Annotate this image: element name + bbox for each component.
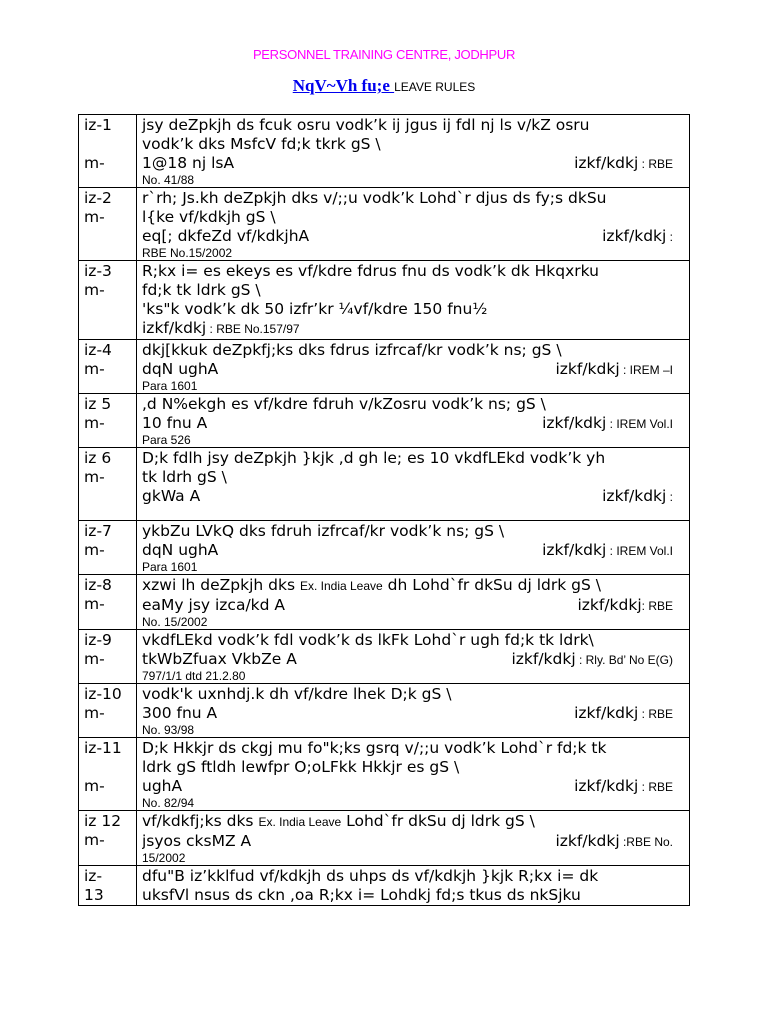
organization-heading: PERSONNEL TRAINING CENTRE, JODHPUR bbox=[252, 47, 516, 62]
source-ref: : IREM Vol.I bbox=[606, 417, 673, 431]
answer-text: dqN ughA bbox=[142, 541, 219, 559]
answer-text: ughA bbox=[142, 777, 183, 795]
source-label: izkf/kdkj bbox=[511, 650, 576, 668]
question-line: tk ldrh gS \ bbox=[142, 468, 227, 486]
question-cell bbox=[137, 521, 690, 575]
question-line: vkdfLEkd vodk’k fdl vodk’k ds lkFk Lohd`r ugh fd;k tk ldrk\ bbox=[142, 631, 594, 649]
answer-line bbox=[142, 227, 685, 247]
question-line bbox=[142, 812, 685, 832]
reference-note: No. 82/94 bbox=[142, 796, 195, 810]
answer-line bbox=[142, 360, 685, 380]
source-ref: : bbox=[666, 490, 673, 504]
answer-marker: m- bbox=[84, 650, 105, 668]
source-label: izkf/kdkj bbox=[142, 319, 207, 337]
answer-marker: m- bbox=[84, 777, 105, 795]
table-row bbox=[79, 394, 690, 448]
question-number-cell bbox=[79, 630, 137, 684]
answer-text: 300 fnu A bbox=[142, 704, 218, 722]
question-number: iz-9 bbox=[84, 631, 112, 649]
question-cell bbox=[137, 188, 690, 261]
answer-line: 'ks"k vodk’k dk 50 izfr’kr ¼vf/kdre 150 fnu½ bbox=[142, 300, 488, 318]
source-ref: : RBE bbox=[638, 157, 673, 171]
source-label: izkf/kdkj bbox=[574, 777, 639, 795]
answer-marker: m- bbox=[84, 414, 105, 432]
question-cell bbox=[137, 394, 690, 448]
source-ref: : RBE No.157/97 bbox=[206, 322, 300, 336]
table-row bbox=[79, 575, 690, 630]
question-line: r`rh; Js.kh deZpkjh dks v/;;u vodk’k Lohd`r djus ds fy;s dkSu bbox=[142, 189, 607, 207]
question-line: ykbZu LVkQ dks fdruh izfrcaf/kr vodk’k ns; gS \ bbox=[142, 522, 505, 540]
source bbox=[542, 414, 685, 434]
reference-note: Para 526 bbox=[142, 433, 191, 447]
question-number-cell bbox=[79, 866, 137, 906]
source-ref: : bbox=[666, 230, 673, 244]
question-number: iz 12 bbox=[84, 812, 122, 830]
question-text: dh Lohd`fr dkSu dj ldrk gS \ bbox=[382, 576, 601, 594]
question-number-cell bbox=[79, 448, 137, 521]
answer-text: 1@18 nj lsA bbox=[142, 154, 235, 172]
source-ref: : Rly. Bd’ No E(G) bbox=[575, 653, 673, 667]
answer-marker: m- bbox=[84, 831, 105, 849]
table-row bbox=[79, 684, 690, 738]
source-ref: : IREM –I bbox=[619, 363, 673, 377]
question-number-cell bbox=[79, 738, 137, 811]
source-label: izkf/kdkj bbox=[542, 414, 607, 432]
question-number: iz-10 bbox=[84, 685, 122, 703]
question-number: iz 5 bbox=[84, 395, 112, 413]
question-number-cell bbox=[79, 811, 137, 866]
source bbox=[142, 319, 685, 339]
question-line: dfu"B iz’kklfud vf/kdkjh ds uhps ds vf/kdkjh }kjk R;kx i= dk bbox=[142, 867, 599, 885]
source-ref: : RBE bbox=[641, 599, 673, 613]
question-number-cell bbox=[79, 188, 137, 261]
answer-text: tkWbZfuax VkbZe A bbox=[142, 650, 297, 668]
answer-marker: m- bbox=[84, 208, 105, 226]
source-ref: : RBE bbox=[638, 707, 673, 721]
question-cell bbox=[137, 575, 690, 630]
answer-line bbox=[142, 704, 685, 724]
source-ref: :RBE No. bbox=[619, 835, 673, 849]
question-text: vf/kdkfj;ks dks bbox=[142, 812, 259, 830]
source-label: izkf/kdkj bbox=[574, 704, 639, 722]
source bbox=[577, 596, 685, 616]
question-cell bbox=[137, 448, 690, 521]
question-number: iz-8 bbox=[84, 576, 112, 594]
question-number-cell bbox=[79, 521, 137, 575]
question-number: iz-1 bbox=[84, 116, 112, 134]
answer-text: dqN ughA bbox=[142, 360, 219, 378]
source-label: izkf/kdkj bbox=[602, 227, 667, 245]
leave-rules-table bbox=[78, 114, 690, 906]
answer-marker: m- bbox=[84, 541, 105, 559]
table-row bbox=[79, 521, 690, 575]
leave-type: Ex. India Leave bbox=[258, 815, 342, 829]
source bbox=[542, 541, 685, 561]
question-number-cell bbox=[79, 261, 137, 340]
source bbox=[574, 704, 685, 724]
question-number: iz-3 bbox=[84, 262, 112, 280]
source bbox=[602, 227, 685, 247]
question-line: ,d N%ekgh es vf/kdre fdruh v/kZosru vodk’k ns; gS \ bbox=[142, 395, 546, 413]
reference-note: 797/1/1 dtd 21.2.80 bbox=[142, 669, 246, 683]
question-cell bbox=[137, 261, 690, 340]
answer-text: eq[; dkfeZd vf/kdkjhA bbox=[142, 227, 310, 245]
question-line: ldrk gS ftldh lewfpr O;oLFkk Hkkjr es gS \ bbox=[142, 758, 460, 776]
question-text: xzwi lh deZpkjh dks bbox=[142, 576, 300, 594]
answer-marker: m- bbox=[84, 154, 105, 172]
answer-line bbox=[142, 832, 685, 852]
source bbox=[602, 487, 685, 507]
title-hindi[interactable]: NqV~Vh fu;e bbox=[292, 76, 395, 95]
question-number-cell bbox=[79, 340, 137, 394]
answer-marker: m- bbox=[84, 360, 105, 378]
question-line: fd;k tk ldrk gS \ bbox=[142, 281, 261, 299]
source bbox=[574, 154, 685, 174]
source-label: izkf/kdkj bbox=[574, 154, 639, 172]
source-label: izkf/kdkj bbox=[555, 360, 620, 378]
reference-note: Para 1601 bbox=[142, 560, 198, 574]
reference-note: No. 93/98 bbox=[142, 723, 195, 737]
answer-text: gkWa A bbox=[142, 487, 201, 505]
table-row bbox=[79, 630, 690, 684]
question-number: iz-11 bbox=[84, 739, 122, 757]
question-line: vodk’k dks MsfcV fd;k tkrk gS \ bbox=[142, 135, 381, 153]
question-number-continued: 13 bbox=[84, 886, 104, 904]
answer-line bbox=[142, 777, 685, 797]
question-number: iz-7 bbox=[84, 522, 112, 540]
answer-line bbox=[142, 154, 685, 174]
answer-line bbox=[142, 414, 685, 434]
question-cell bbox=[137, 630, 690, 684]
answer-marker: m- bbox=[84, 595, 105, 613]
source bbox=[555, 360, 685, 380]
question-number: iz-2 bbox=[84, 189, 112, 207]
question-cell bbox=[137, 811, 690, 866]
answer-line bbox=[142, 650, 685, 670]
question-cell bbox=[137, 115, 690, 188]
table-row bbox=[79, 340, 690, 394]
question-line: jsy deZpkjh ds fcuk osru vodk’k ij jgus ij fdl nj ls v/kZ osru bbox=[142, 116, 590, 134]
question-cell bbox=[137, 340, 690, 394]
answer-text: eaMy jsy izca/kd A bbox=[142, 596, 286, 614]
table-row bbox=[79, 261, 690, 340]
title-english: LEAVE RULES bbox=[394, 80, 476, 94]
source-label: izkf/kdkj bbox=[577, 596, 642, 614]
source bbox=[511, 650, 685, 670]
question-number: iz-4 bbox=[84, 341, 112, 359]
table-row bbox=[79, 866, 690, 906]
page-title bbox=[0, 76, 768, 96]
question-line: vodk'k uxnhdj.k dh vf/kdre lhek D;k gS \ bbox=[142, 685, 452, 703]
blank-reference bbox=[142, 507, 685, 520]
question-line: dkj[kkuk deZpkfj;ks dks fdrus izfrcaf/kr vodk’k ns; gS \ bbox=[142, 341, 562, 359]
answer-line bbox=[142, 541, 685, 561]
answer-marker: m- bbox=[84, 281, 105, 299]
source-label: izkf/kdkj bbox=[555, 832, 620, 850]
table-row bbox=[79, 188, 690, 261]
leave-type: Ex. India Leave bbox=[299, 579, 383, 593]
reference-note: No. 15/2002 bbox=[142, 615, 208, 629]
answer-marker: m- bbox=[84, 468, 105, 486]
question-number-cell bbox=[79, 394, 137, 448]
reference-note: 15/2002 bbox=[142, 851, 186, 865]
table-row bbox=[79, 811, 690, 866]
answer-text: 10 fnu A bbox=[142, 414, 208, 432]
source-label: izkf/kdkj bbox=[602, 487, 667, 505]
question-number-cell bbox=[79, 684, 137, 738]
question-line: D;k Hkkjr ds ckgj mu fo"k;ks gsrq v/;;u vodk’k Lohd`r fd;k tk bbox=[142, 739, 607, 757]
question-line: l{ke vf/kdkjh gS \ bbox=[142, 208, 276, 226]
reference-note: No. 41/88 bbox=[142, 173, 195, 187]
source-ref: : RBE bbox=[638, 780, 673, 794]
question-text: Lohd`fr dkSu dj ldrk gS \ bbox=[341, 812, 535, 830]
question-number-cell bbox=[79, 575, 137, 630]
question-number: iz- bbox=[84, 867, 103, 885]
answer-line bbox=[142, 596, 685, 616]
answer-text: jsyos cksMZ A bbox=[142, 832, 252, 850]
table-row bbox=[79, 115, 690, 188]
question-line: D;k fdlh jsy deZpkjh }kjk ,d gh le; es 10 vkdfLEkd vodk’k yh bbox=[142, 449, 606, 467]
reference-note: Para 1601 bbox=[142, 379, 198, 393]
table-row bbox=[79, 448, 690, 521]
source-ref: : IREM Vol.I bbox=[606, 544, 673, 558]
table-row bbox=[79, 738, 690, 811]
question-cell bbox=[137, 866, 690, 906]
question-number: iz 6 bbox=[84, 449, 112, 467]
answer-line bbox=[142, 487, 685, 507]
source bbox=[555, 832, 685, 852]
question-line: R;kx i= es ekeys es vf/kdre fdrus fnu ds vodk’k dk Hkqxrku bbox=[142, 262, 599, 280]
answer-marker: m- bbox=[84, 704, 105, 722]
question-cell bbox=[137, 738, 690, 811]
source-label: izkf/kdkj bbox=[542, 541, 607, 559]
question-number-cell bbox=[79, 115, 137, 188]
question-cell bbox=[137, 684, 690, 738]
source bbox=[574, 777, 685, 797]
question-line: uksfVl nsus ds ckn ,oa R;kx i= Lohdkj fd;s tkus ds nkSjku bbox=[142, 886, 581, 904]
reference-note: RBE No.15/2002 bbox=[142, 246, 233, 260]
question-line bbox=[142, 576, 685, 596]
